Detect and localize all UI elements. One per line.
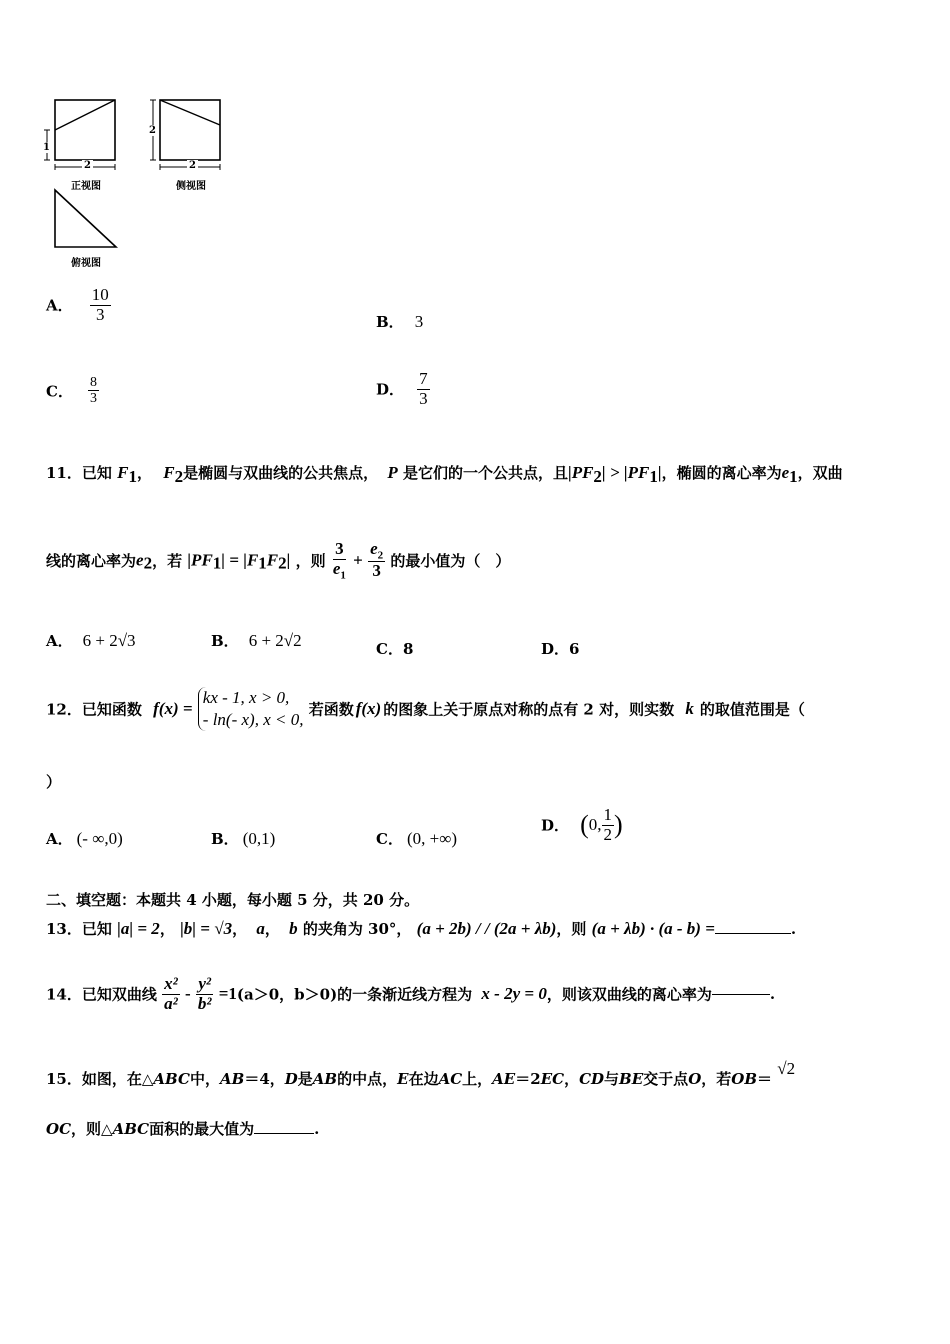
side-view-diagonal <box>160 100 220 125</box>
q11-option-c[interactable]: C．8 <box>376 640 414 658</box>
q11-fraction-1: $\frac{3}{e_1}$ <box>332 539 346 582</box>
q11-option-b[interactable]: B． 6 + 2√2 <box>211 631 302 650</box>
q12-piecewise: kx - 1, x > 0, - ln(- x), x < 0, <box>198 687 304 731</box>
q11-option-d[interactable]: D．6 <box>541 640 580 658</box>
side-view-width-dim: 2 <box>189 160 196 171</box>
front-view-square <box>55 100 115 160</box>
q10-d-fraction: $\frac{7}{3}$ <box>419 369 428 408</box>
q11-fraction-2: $\frac{e_2}{3}$ <box>370 539 384 581</box>
q10-a-fraction: $\frac{10}{3}$ <box>91 285 109 324</box>
q15-line1: 15．如图，在△ABC中，AB＝4，D是AB的中点，E在边AC上，AE＝2EC，CD与BE交于点O，若OB＝ √2 <box>46 1059 796 1088</box>
three-view-figure <box>40 95 240 270</box>
q10-c-fraction: $\frac{8}{3}$ <box>90 375 98 407</box>
front-view-diagonal <box>55 100 115 130</box>
front-view-width-dim: 2 <box>84 160 91 171</box>
q11-option-a[interactable]: A． 6 + 2√3 <box>46 631 136 650</box>
top-view-label: 俯视图 <box>71 258 101 269</box>
q15-line2: OC，则△ABC面积的最大值为 . <box>46 1120 320 1138</box>
q12-option-c[interactable]: C． (0, +∞) <box>376 829 457 848</box>
q13-line: 13．已知 |a| = 2， |b| = √3， a， b 的夹角为 30°， (a + 2b) / / (2a + λb)，则 (a + λb) · (a - b) = . <box>46 919 797 938</box>
q10-option-d[interactable]: D． $\frac{7}{3}$ <box>376 369 428 408</box>
q14-line: 14．已知双曲线 $\frac{\text{x²}}{\text{a²}}$ - $\frac{\text{y²}}{\text{b²}}$ =1(a＞0，b＞0)的一条渐近线方程为 x - 2y = 0，则该双曲线的离心率为 . <box>46 974 776 1013</box>
q15-answer-blank[interactable] <box>254 1133 314 1134</box>
q10-option-b[interactable]: B． 3 <box>376 312 424 331</box>
front-view-label: 正视图 <box>71 181 101 192</box>
q12-option-a[interactable]: A． (- ∞,0) <box>46 829 123 848</box>
q10-option-c[interactable]: C． $\frac{8}{3}$ <box>46 375 98 407</box>
top-view-triangle <box>55 190 116 247</box>
q14-fraction-x: $\frac{\text{x²}}{\text{a²}}$ <box>164 974 178 1013</box>
q11-line1: 11．已知 $F_1$， $F_2$是椭圆与双曲线的公共焦点， P 是它们的一个公共点，且$|PF_2| > |PF_1|$，椭圆的离心率为$e_1$，双曲 <box>46 463 843 486</box>
side-view-label: 侧视图 <box>176 181 206 192</box>
q13-answer-blank[interactable] <box>715 933 791 934</box>
section-2-title: 二、填空题：本题共 4 小题，每小题 5 分，共 20 分。 <box>46 891 420 909</box>
q12-option-b[interactable]: B． (0,1) <box>211 829 276 848</box>
q12-option-d[interactable]: D． (0, $\frac{1}{2}$ ) <box>541 805 623 844</box>
q14-fraction-y: $\frac{\text{y²}}{\text{b²}}$ <box>197 974 212 1013</box>
q10-option-a[interactable]: A． $\frac{10}{3}$ <box>46 285 109 324</box>
side-view-square <box>160 100 220 160</box>
front-view-height-dim: 1 <box>43 142 50 153</box>
q14-answer-blank[interactable] <box>712 994 770 995</box>
q12-d-fraction: $\frac{1}{2}$ <box>603 805 613 844</box>
side-view-height-dim: 2 <box>149 125 156 136</box>
q12-line2: ） <box>46 773 62 791</box>
q12-line1: 12．已知函数 f(x) = kx - 1, x > 0, - ln(- x), x < 0, 若函数 f(x) 的图象上关于原点对称的点有 2 对，则实数 k 的取值范围是（ <box>46 687 805 731</box>
q11-line2: 线的离心率为$e_2$，若 $|PF_1| = |F_1F_2|$ ，则 $\frac{3}{e_1}$ + $\frac{e_2}{3}$ 的最小值为（ ） <box>46 539 511 582</box>
